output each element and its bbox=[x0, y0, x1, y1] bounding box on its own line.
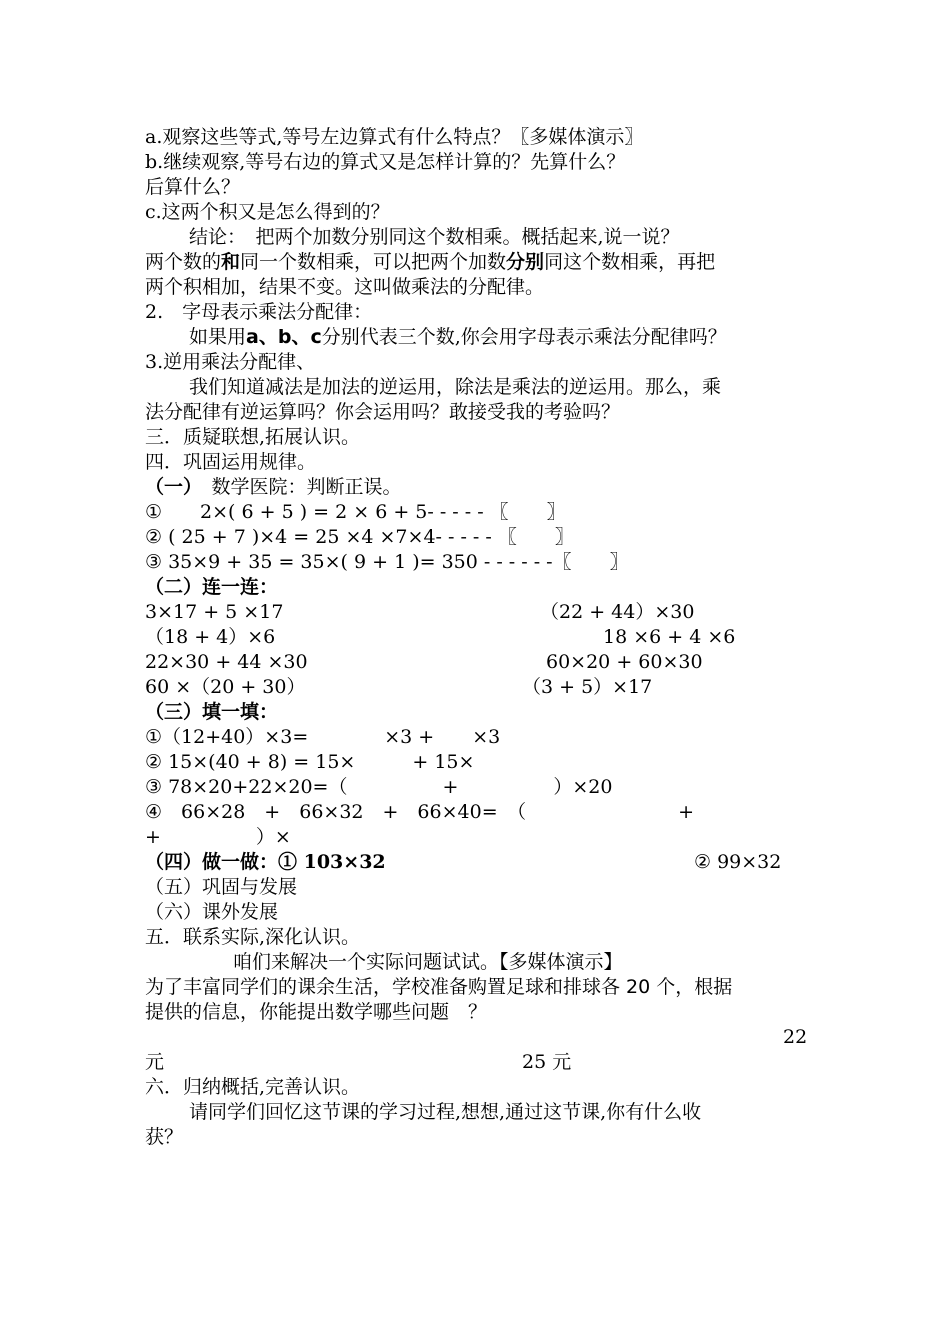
exercise-6-heading: （六）课外发展 bbox=[145, 901, 279, 923]
part-five-heading: 五．联系实际,深化认识。 bbox=[145, 926, 361, 948]
match-left-4: 60 ×（20 + 30） bbox=[145, 676, 306, 698]
inverse-paragraph: 我们知道减法是加法的逆运用，除法是乘法的逆运用。那么，乘 bbox=[189, 376, 722, 398]
judge-item-3: ③ 35×9 + 35 = 35×( 9 + 1 )= 350 - - - - - -〖 〗 bbox=[145, 551, 629, 573]
match-right-2: 18 ×6 + 4 ×6 bbox=[603, 626, 736, 648]
conclusion: 结论： 把两个加数分别同这个数相乘。概括起来,说一说？ bbox=[189, 226, 680, 248]
exercise-1-heading bbox=[145, 475, 402, 500]
real-problem-question: 提供的信息，你能提出数学哪些问题 ？ bbox=[145, 1001, 488, 1023]
bold-text: 和 bbox=[221, 251, 241, 273]
real-problem-intro: 咱们来解决一个实际问题试试。【多媒体演示】 bbox=[233, 951, 623, 973]
real-problem-text: 为了丰富同学们的课余生活，学校准备购置足球和排球各 20 个，根据 bbox=[145, 976, 733, 998]
section-2-heading: 2. 字母表示乘法分配律： bbox=[145, 301, 373, 323]
fill-item-1: ①（12+40）×3= ×3 + ×3 bbox=[145, 726, 501, 748]
text-span: （四）做一做：① 103×32 bbox=[145, 851, 386, 873]
text-span: 两个数的 bbox=[145, 251, 222, 273]
part-four-heading: 四．巩固运用规律。 bbox=[145, 451, 317, 473]
fill-item-2: ② 15×(40 + 8) = 15× + 15× bbox=[145, 751, 475, 773]
match-left-1: 3×17 + 5 ×17 bbox=[145, 601, 284, 623]
match-left-3: 22×30 + 44 ×30 bbox=[145, 651, 308, 673]
summary-prompt-cont: 获？ bbox=[145, 1126, 184, 1148]
letter-formula-question bbox=[189, 325, 727, 350]
text-span: 分别代表三个数,你会用字母表示乘法分配律吗？ bbox=[321, 326, 727, 348]
match-right-4: （3 + 5）×17 bbox=[522, 676, 653, 698]
question-b-cont: 后算什么？ bbox=[145, 176, 241, 198]
question-b: b.继续观察,等号右边的算式又是怎样计算的？先算什么？ bbox=[145, 151, 626, 173]
summary-prompt: 请同学们回忆这节课的学习过程,想想,通过这节课,你有什么收 bbox=[189, 1101, 702, 1123]
bold-text: 分别 bbox=[506, 251, 545, 273]
judge-item-1: ① 2×( 6 + 5 ) = 2 × 6 + 5- - - - - 〖 〗 bbox=[145, 501, 566, 523]
distributive-law-statement bbox=[145, 250, 715, 275]
bold-text: （一） bbox=[145, 476, 193, 498]
exercise-4-left bbox=[145, 850, 386, 875]
price-22: 22 bbox=[783, 1026, 808, 1048]
bold-text: a、b、c bbox=[246, 326, 322, 348]
text-span: 同这个数相乘，再把 bbox=[544, 251, 716, 273]
price-25: 25 元 bbox=[522, 1051, 572, 1073]
judge-item-2: ② ( 25 + 7 )×4 = 25 ×4 ×7×4- - - - - 〖 〗 bbox=[145, 526, 574, 548]
fill-item-4: ④ 66×28 + 66×32 + 66×40= （ + bbox=[145, 801, 695, 823]
section-3-heading: 3.逆用乘法分配律、 bbox=[145, 351, 316, 373]
inverse-paragraph-cont: 法分配律有逆运算吗？你会运用吗？敢接受我的考验吗？ bbox=[145, 401, 621, 423]
match-right-3: 60×20 + 60×30 bbox=[546, 651, 703, 673]
price-unit: 元 bbox=[145, 1051, 165, 1073]
fill-item-4-cont: + ）× bbox=[145, 826, 291, 848]
question-c: c.这两个积又是怎么得到的？ bbox=[145, 201, 390, 223]
distributive-law-statement-cont: 两个积相加，结果不变。这叫做乘法的分配律。 bbox=[145, 276, 545, 298]
exercise-4-right: ② 99×32 bbox=[694, 851, 782, 873]
match-right-1: （22 + 44）×30 bbox=[540, 601, 695, 623]
exercise-5-heading: （五）巩固与发展 bbox=[145, 876, 298, 898]
match-left-2: （18 + 4）×6 bbox=[145, 626, 276, 648]
text-span: 如果用 bbox=[189, 326, 247, 348]
fill-item-3: ③ 78×20+22×20=（ + ）×20 bbox=[145, 776, 613, 798]
exercise-3-heading: （三）填一填： bbox=[145, 701, 279, 723]
part-six-heading: 六．归纳概括,完善认识。 bbox=[145, 1076, 361, 1098]
exercise-2-heading: （二）连一连： bbox=[145, 576, 279, 598]
part-three-heading: 三．质疑联想,拓展认识。 bbox=[145, 426, 361, 448]
text-span: 数学医院：判断正误。 bbox=[192, 476, 402, 498]
question-a: a.观察这些等式,等号左边算式有什么特点？〖多媒体演示〗 bbox=[145, 126, 644, 148]
text-span: 同一个数相乘，可以把两个加数 bbox=[240, 251, 507, 273]
